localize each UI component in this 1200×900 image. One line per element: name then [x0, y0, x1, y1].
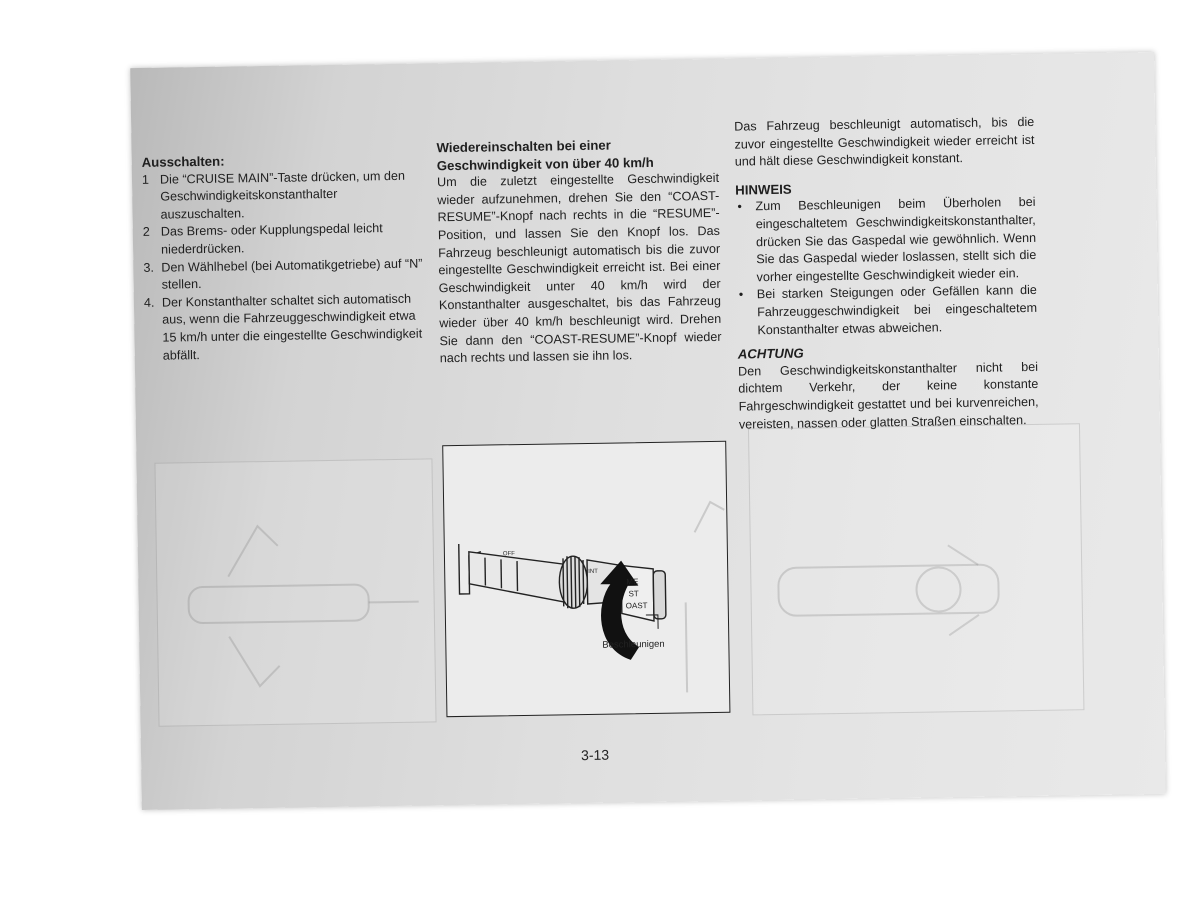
step-number: 2 — [142, 225, 150, 240]
figure-label-resume: ME — [626, 577, 639, 587]
figure-label-set: ST — [628, 589, 639, 599]
cruise-control-stalk-figure — [442, 441, 730, 717]
step-item — [143, 255, 424, 295]
ausschalten-heading: Ausschalten: — [141, 153, 225, 170]
hinweis-item — [737, 282, 1038, 339]
step-item — [143, 220, 424, 260]
step-item — [144, 290, 425, 365]
achtung-heading: ACHTUNG — [737, 345, 804, 362]
hinweis-item — [735, 194, 1036, 287]
wiedereinschalten-body: Um die zuletzt eingestellte Geschwindigkeit wieder aufzunehmen, drehen Sie den “COAST-RESUME”-Knopf nach rechts in die “RESUME”-Position, und lassen Sie den Knopf los. Das Fahrzeug beschleunigt automatisch bis die zuvor eingestellte Geschwindigkeit erreicht ist. Bei einer Geschwindigkeit unter 40 km/h wird der Konstanthalter ausgeschaltet, bis das Fahrzeug wieder über 40 km/h beschleunigt wird. Drehen Sie dann den “COAST-RESUME”-Knopf wieder nach rechts und lassen sie ihn los. — [436, 171, 722, 366]
hinweis-text: Bei starken Steigungen oder Gefällen kann die Fahrzeuggeschwindigkeit bei eingeschaltetem Konstanthalter etwas abweichen. — [756, 283, 1038, 337]
stalk-illustration — [443, 442, 729, 716]
figure-caption-beschleunigen: Beschleunigen — [602, 638, 665, 651]
step-number: 1 — [141, 172, 150, 187]
bleed-through-stalk-drawing — [167, 483, 431, 717]
step-text: Die “CRUISE MAIN”-Taste drücken, um den Geschwindigkeitskonstanthalter auszuschalten. — [159, 168, 406, 222]
step-text: Den Wählhebel (bei Automatikgetriebe) auf “N” stellen. — [161, 256, 423, 292]
step-text: Das Brems- oder Kupplungspedal leicht niederdrücken. — [160, 221, 383, 257]
step-number: 3. — [143, 260, 154, 275]
step-text: Der Konstanthalter schaltet sich automatisch aus, wenn die Fahrzeuggeschwindigkeit etwa 15 km/h unter die eingestellte Geschwindigkeit abfällt. — [161, 291, 423, 363]
bleed-through-switch-drawing — [768, 524, 1061, 699]
hinweis-text: Zum Beschleunigen beim Überholen bei eingeschaltetem Geschwindigkeitskonstanthalter, drücken Sie das Gaspedal wie gewöhnlich. Wenn Sie das Gaspedal wieder loslassen, stellt sich die vorher eingestellte Geschwindigkeit wieder ein. — [755, 195, 1037, 285]
svg-text:INT: INT — [588, 568, 598, 575]
hinweis-list — [735, 194, 1037, 339]
bullet-icon: • — [737, 199, 743, 214]
right-intro-text: Das Fahrzeug beschleunigt automatisch, bis die zuvor eingestellte Geschwindigkeit wieder erreicht ist und hält diese Geschwindigkeit konstant. — [734, 114, 1035, 169]
left-column — [142, 150, 425, 365]
right-column — [734, 114, 1039, 434]
figure-label-coast: OAST — [625, 601, 648, 611]
step-number: 4. — [143, 295, 155, 310]
svg-text:OFF: OFF — [502, 551, 515, 558]
step-item — [142, 167, 423, 224]
page-number: 3-13 — [580, 746, 610, 764]
ausschalten-steps — [142, 167, 425, 365]
bullet-icon: • — [738, 287, 744, 302]
wiedereinschalten-heading: Wiedereinschalten bei einer Geschwindigkeit von über 40 km/h — [436, 137, 654, 173]
middle-column — [436, 135, 722, 368]
achtung-text: Den Geschwindigkeitskonstanthalter nicht bei dichtem Verkehr, der keine konstante Fahrgeschwindigkeit gestattet und bei kurvenreichen, vereisten, nassen oder glatten Straßen einschalten. — [737, 359, 1039, 432]
manual-page — [130, 52, 1166, 810]
hinweis-heading: HINWEIS — [735, 181, 792, 198]
